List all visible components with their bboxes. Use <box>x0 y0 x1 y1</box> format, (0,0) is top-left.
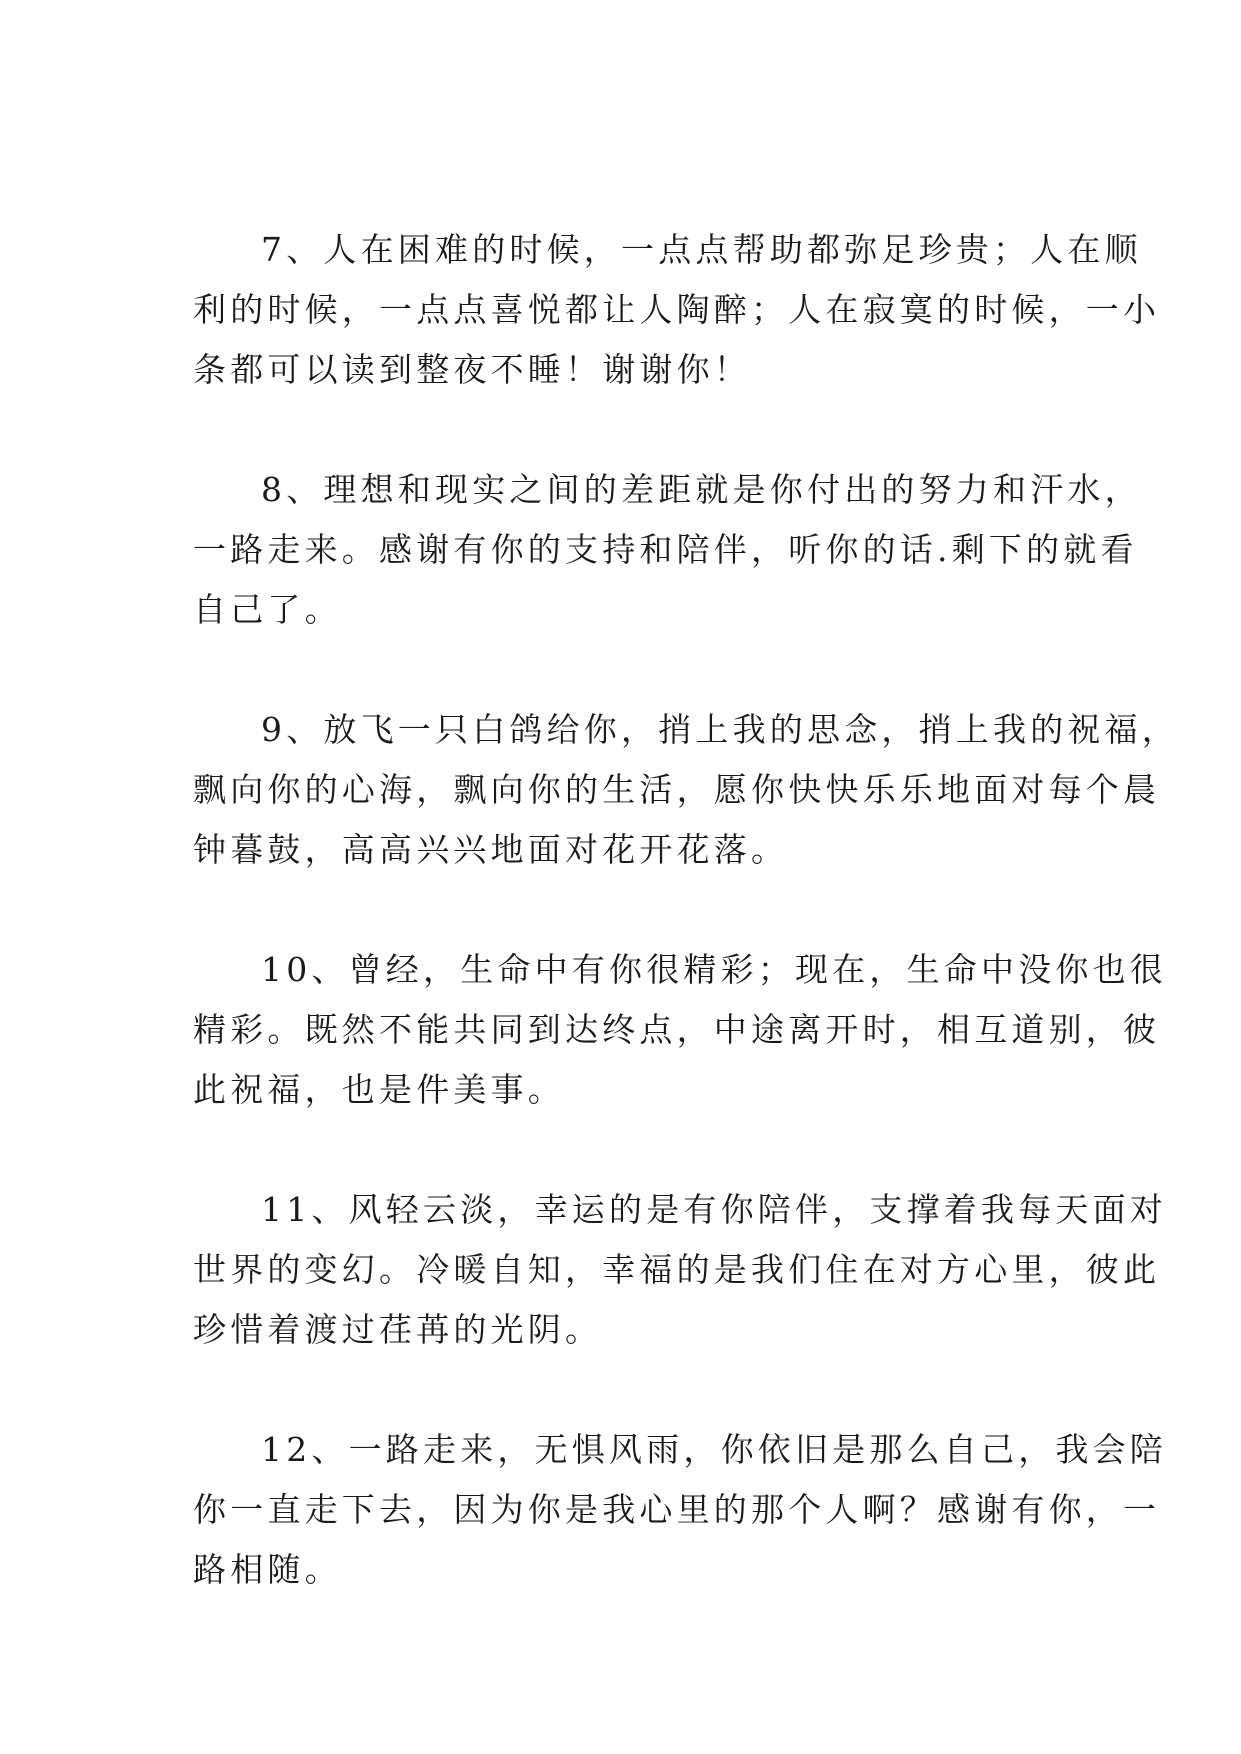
paragraph-line: 自己了。 <box>193 590 342 629</box>
paragraph-line: 路相随。 <box>193 1550 342 1589</box>
paragraph-12 <box>193 1420 1167 1600</box>
paragraph-line: 8、理想和现实之间的差距就是你付出的努力和汗水， <box>261 470 1142 509</box>
paragraph-line: 一路走来。感谢有你的支持和陪伴，听你的话.剩下的就看 <box>193 530 1138 569</box>
paragraph-line: 11、风轻云淡，幸运的是有你陪伴，支撑着我每天面对 <box>261 1190 1167 1229</box>
paragraph-line: 精彩。既然不能共同到达终点，中途离开时，相互道别，彼 <box>193 1010 1161 1049</box>
paragraph-line: 你一直走下去，因为你是我心里的那个人啊？感谢有你，一 <box>193 1490 1161 1529</box>
paragraph-line: 9、放飞一只白鸽给你，捎上我的思念，捎上我的祝福， <box>261 710 1179 749</box>
paragraph-line: 飘向你的心海，飘向你的生活，愿你快快乐乐地面对每个晨 <box>193 770 1161 809</box>
paragraph-line: 利的时候，一点点喜悦都让人陶醉；人在寂寞的时候，一小 <box>193 290 1161 329</box>
paragraph-line: 世界的变幻。冷暖自知，幸福的是我们住在对方心里，彼此 <box>193 1250 1161 1289</box>
paragraph-8 <box>193 460 1142 640</box>
paragraph-9 <box>193 700 1179 880</box>
paragraph-7 <box>193 220 1161 400</box>
document-body <box>193 220 1179 1660</box>
paragraph-line: 12、一路走来，无惧风雨，你依旧是那么自己，我会陪 <box>261 1430 1167 1469</box>
paragraph-line: 条都可以读到整夜不睡！谢谢你！ <box>193 350 751 389</box>
paragraph-line: 10、曾经，生命中有你很精彩；现在，生命中没你也很 <box>261 950 1167 989</box>
paragraph-line: 7、人在困难的时候，一点点帮助都弥足珍贵；人在顺 <box>261 230 1142 269</box>
paragraph-10 <box>193 940 1167 1120</box>
paragraph-line: 珍惜着渡过荏苒的光阴。 <box>193 1310 603 1349</box>
paragraph-line: 钟暮鼓，高高兴兴地面对花开花落。 <box>193 830 789 869</box>
paragraph-11 <box>193 1180 1167 1360</box>
paragraph-line: 此祝福，也是件美事。 <box>193 1070 565 1109</box>
